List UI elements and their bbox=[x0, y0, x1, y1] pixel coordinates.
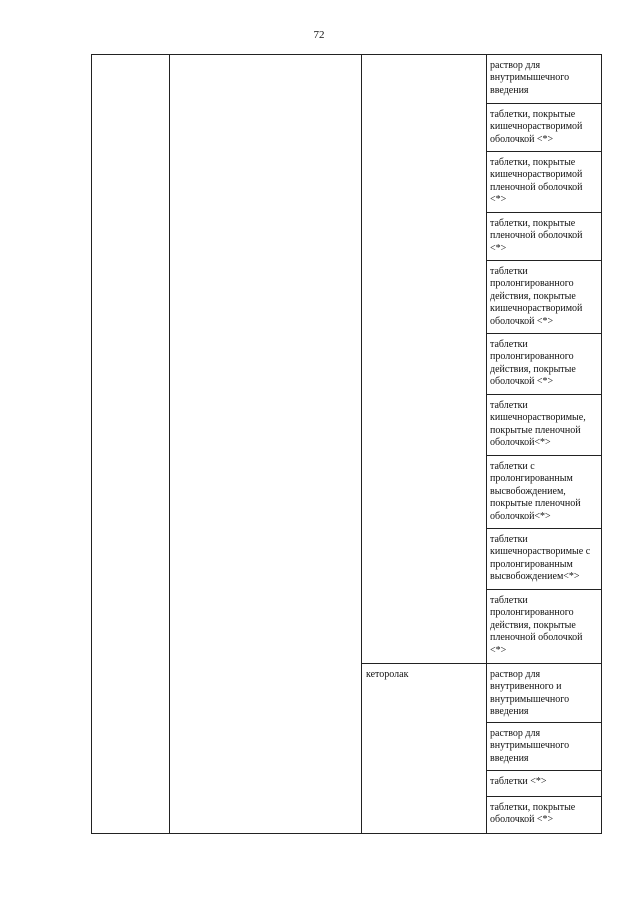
dosage-form-cell bbox=[487, 152, 602, 213]
dosage-form: таблетки пролонгированного действия, покрытые оболочкой <*> bbox=[490, 339, 576, 388]
dosage-form: таблетки пролонгированного действия, покрытые кишечнорастворимой оболочкой <*> bbox=[490, 266, 583, 327]
dosage-form-cell bbox=[487, 334, 602, 395]
drug-name-cell bbox=[362, 664, 487, 834]
dosage-form: таблетки, покрытые пленочной оболочкой <*> bbox=[490, 218, 583, 254]
drug-name-cell bbox=[362, 55, 487, 664]
page-number: 72 bbox=[313, 29, 325, 41]
dosage-form: таблетки, покрытые оболочкой <*> bbox=[490, 802, 576, 826]
dosage-form: таблетки, покрытые кишечнорастворимой пленочной оболочкой <*> bbox=[490, 157, 583, 206]
atc-code-cell bbox=[92, 55, 170, 834]
group-name-cell bbox=[170, 55, 362, 834]
dosage-form: раствор для внутривенного и внутримышечного введения bbox=[490, 669, 570, 718]
dosage-form-cell bbox=[487, 590, 602, 664]
dosage-form: таблетки <*> bbox=[490, 776, 547, 787]
dosage-form: таблетки кишечнорастворимые с пролонгированным высвобождением<*> bbox=[490, 534, 591, 583]
dosage-form: таблетки кишечнорастворимые, покрытые пленочной оболочкой<*> bbox=[490, 400, 586, 449]
dosage-form-cell bbox=[487, 797, 602, 834]
dosage-form-cell bbox=[487, 213, 602, 261]
dosage-form-cell bbox=[487, 664, 602, 723]
dosage-form-cell bbox=[487, 529, 602, 590]
dosage-form: раствор для внутримышечного введения bbox=[490, 60, 570, 96]
dosage-form-cell bbox=[487, 456, 602, 529]
dosage-form: таблетки с пролонгированным высвобождением, покрытые пленочной оболочкой<*> bbox=[490, 461, 581, 522]
dosage-form: таблетки, покрытые кишечнорастворимой оболочкой <*> bbox=[490, 109, 583, 145]
dosage-form: таблетки пролонгированного действия, покрытые пленочной оболочкой <*> bbox=[490, 595, 583, 656]
dosage-form-cell bbox=[487, 723, 602, 771]
drug-name: кеторолак bbox=[366, 669, 409, 680]
dosage-form-cell bbox=[487, 771, 602, 797]
medication-table bbox=[91, 54, 602, 834]
dosage-form-cell bbox=[487, 104, 602, 152]
dosage-form-cell bbox=[487, 261, 602, 334]
dosage-form-cell bbox=[487, 395, 602, 456]
drug-name bbox=[362, 55, 486, 60]
dosage-form: раствор для внутримышечного введения bbox=[490, 728, 570, 764]
dosage-form-cell bbox=[487, 55, 602, 104]
